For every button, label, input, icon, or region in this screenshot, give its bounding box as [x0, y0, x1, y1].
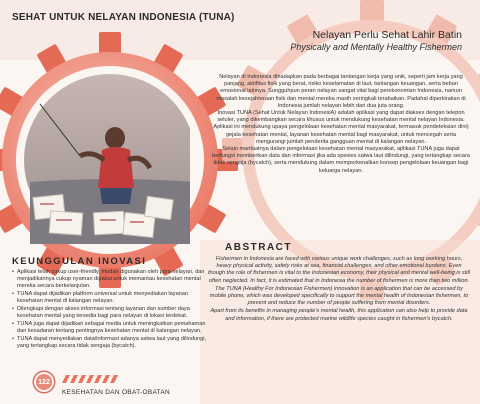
article-paragraph: Selain manfaatnya dalam pengelolaan kesehatan mental masyarakat, aplikasi TUNA juga dapat berfungsi memberikan data dan informasi jika ada spesies satwa laut dilindungi, yang tertangkap secara tidak sengaja (bycatch), serta mendukung dalam memperkenalkan konsep pengelolaan keuangan bagi keluarga nelayan. [212, 146, 470, 174]
abstract-body [208, 256, 470, 324]
keunggulan-list [12, 269, 212, 351]
article-subtitle: Physically and Mentally Healthy Fishermen [290, 42, 462, 52]
keunggulan-heading: KEUNGGULAN INOVASI [12, 256, 147, 267]
abstract-paragraph: The TUNA (Healthy For Indonesian Fishermen) innovation is an application that can be accessed by mobile phone, which was developed specifically to support the mental health of Indonesian fishermen, to prevent and reduce the number of people suffering from mental disorders. [209, 285, 469, 307]
abstract-heading: ABSTRACT [225, 242, 292, 253]
list-item: • TUNA dapat menyediakan data/informasi adanya satwa laut yang dilindungi, yang tertangkap secara tidak sengaja (bycatch). [12, 336, 212, 350]
list-item: • Dilengkapi dengan akses informasi tentang layanan dan sumber daya kesehatan mental yang tersedia bagi para nelayan di lokasi terdekat. [12, 306, 212, 320]
article-title: Nelayan Perlu Sehat Lahir Batin [312, 29, 462, 41]
footer-section-label: KESEHATAN DAN OBAT-OBATAN [62, 389, 171, 396]
list-item: • TUNA dapat dijadikan platform universal untuk menyediakan layanan kesehatan mental di kalangan nelayan. [12, 291, 212, 305]
abstract-paragraph: Apart from its benefits in managing people's mental health, this application can also help to provide data and information, if there are protected marine wildlife species caught in fishermen's bycatch. [210, 308, 468, 322]
fisherman-illustration [20, 64, 190, 244]
article-paragraph: Inovasi TUNA (Sehat Untuk Nelayan IndonesiA) adalah aplikasi yang dapat diakses dengan telepon seluler, yang dikembangkan secara khusus untuk mendukung kesehatan mental nelayan Indonesia. Aplikasi ini mendukung upaya pengelolaan kesehatan mental masyarakat, termasuk pendeteksian dini) gejala kesehatan mental, layanan kesehatan mental bagi masyarakat, untuk mencegah serta mengurangi jumlah penderita gangguan mental di kalangan nelayan. [213, 110, 469, 145]
article-body [212, 74, 470, 175]
section-title: SEHAT UNTUK NELAYAN INDONESIA (TUNA) [12, 12, 235, 23]
list-item: • TUNA juga dapat dijadikan sebagai media untuk meningkatkan pemahaman dan kesadaran tentang pentingnya kesehatan mental di kalangan nelayan. [12, 321, 212, 335]
article-paragraph: Nelayan di Indonesia dihadapkan pada berbagai tantangan kerja yang unik, seperti jam kerja yang panjang, aktifitas fisik yang berat, risiko keselamatan di laut, tantangan keuangan, serta beban emosional lainnya. Sungguhpun peran nelayan sangat vital bagi perekonomian Indonesia, namun masalah kesejahteraan fisik dan mental mereka masih seringkali terabaikan. Padahal diperkirakan di Indonesia jumlah nelayan lebih dari dua juta orang. [216, 74, 466, 109]
list-item: • Aplikasi telah cukup user-friendly, mudah digunakan oleh para nelayan, dan menjadikannya cukup nyaman dipakai untuk memantau kesehatan mental mereka secara berkelanjutan. [12, 269, 212, 290]
abstract-paragraph: Fishermen in Indonesia are faced with various unique work challenges, such as long working hours, heavy physical activity, safety risks at sea, financial challenges, and other emotional burdens. Even though the role of fishermen is vital to the Indonesian economy, their physical and mental well-being is still often neglected. In fact, it is estimated that in Indonesia the number of fishermen is more than two million. [208, 256, 471, 284]
page-number-badge: 122 [34, 372, 54, 392]
stripe-decoration [62, 375, 118, 383]
